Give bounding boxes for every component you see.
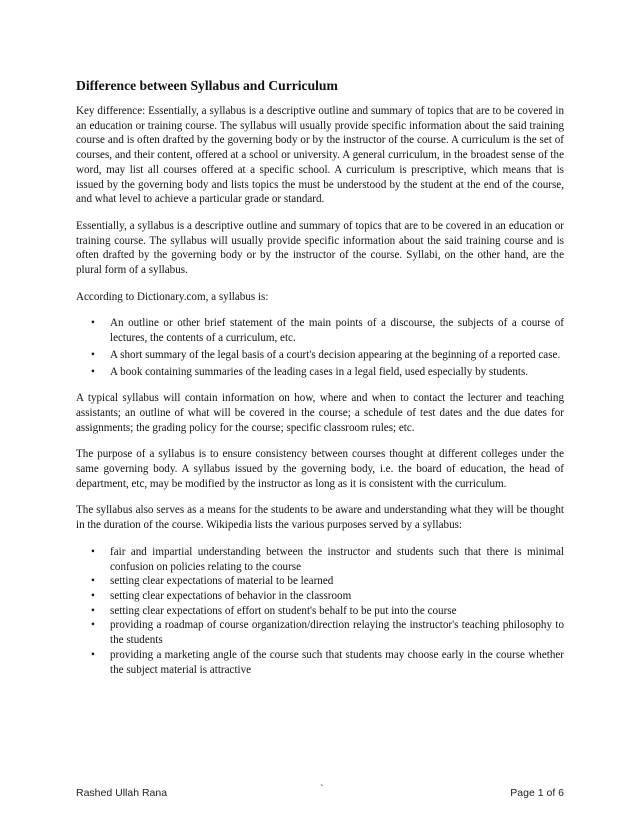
list-item: • providing a marketing angle of the course such that students may choose early in the course whether the subject material is attractive — [110, 648, 564, 677]
paragraph-syllabus-definition: Essentially, a syllabus is a descriptive outline and summary of topics that are to be covered in an education or training course. The syllabus will usually provide specific information about the said training course and is often drafted by the governing body or by the instructor of the course. Syllabi, on the other hand, are the plural form of a syllabus. — [76, 219, 564, 277]
paragraph-purpose: The purpose of a syllabus is to ensure consistency between courses thought at different colleges under the same governing body. A syllabus issued by the governing body, i.e. the board of education, the head of department, etc, may be modified by the instructor as long as it is consistent with the curriculum. — [76, 448, 564, 490]
paragraph-wikipedia-intro: The syllabus also serves as a means for the students to be aware and understanding what they will be thought in the duration of the course. Wikipedia lists the various purposes served by a syllabus: — [76, 504, 564, 532]
list-item: • An outline or other brief statement of the main points of a discourse, the subjects of a course of lectures, the contents of a curriculum, etc. — [110, 316, 564, 345]
paragraph-dictionary-intro: According to Dictionary.com, a syllabus is: — [76, 290, 269, 303]
list-item: • setting clear expectations of material to be learned — [110, 574, 564, 589]
paragraph-key-difference: Key difference: Essentially, a syllabus is a descriptive outline and summary of topics that are to be covered in an education or training course. The syllabus will usually provide specific information about the said training course and is often drafted by the governing body or by the instructor of the course. A curriculum is the set of courses, and their content, offered at a school or university. A general curriculum, in the broadest sense of the word, may list all courses offered at a specific school. A curriculum is prescriptive, which means that is issued by the governing body and lists topics the must be understood by the student at the end of the course, and what level to achieve a particular grade or standard. — [76, 105, 564, 206]
purposes-list — [76, 545, 564, 677]
page-footer — [76, 783, 564, 799]
footer-mark: ` — [320, 783, 324, 795]
list-item: • setting clear expectations of effort on student's behalf to be put into the course — [110, 604, 564, 619]
list-item: • A book containing summaries of the leading cases in a legal field, used especially by students. — [110, 365, 564, 380]
footer-author: Rashed Ullah Rana — [76, 787, 168, 799]
list-item: • A short summary of the legal basis of a court's decision appearing at the beginning of a reported case. — [110, 348, 564, 363]
dictionary-definitions-list — [76, 316, 564, 379]
list-item: • fair and impartial understanding between the instructor and students such that there is minimal confusion on policies relating to the course — [110, 545, 564, 574]
document-body — [76, 77, 564, 689]
document-title: Difference between Syllabus and Curriculum — [76, 78, 338, 93]
paragraph-typical-syllabus: A typical syllabus will contain information on how, where and when to contact the lecturer and teaching assistants; an outline of what will be covered in the course; a schedule of test dates and the due dates for assignments; the grading policy for the course; specific classroom rules; etc. — [76, 392, 564, 434]
list-item: • providing a roadmap of course organization/direction relaying the instructor's teaching philosophy to the students — [110, 618, 564, 647]
list-item: • setting clear expectations of behavior in the classroom — [110, 589, 564, 604]
footer-page-number: Page 1 of 6 — [510, 787, 564, 799]
